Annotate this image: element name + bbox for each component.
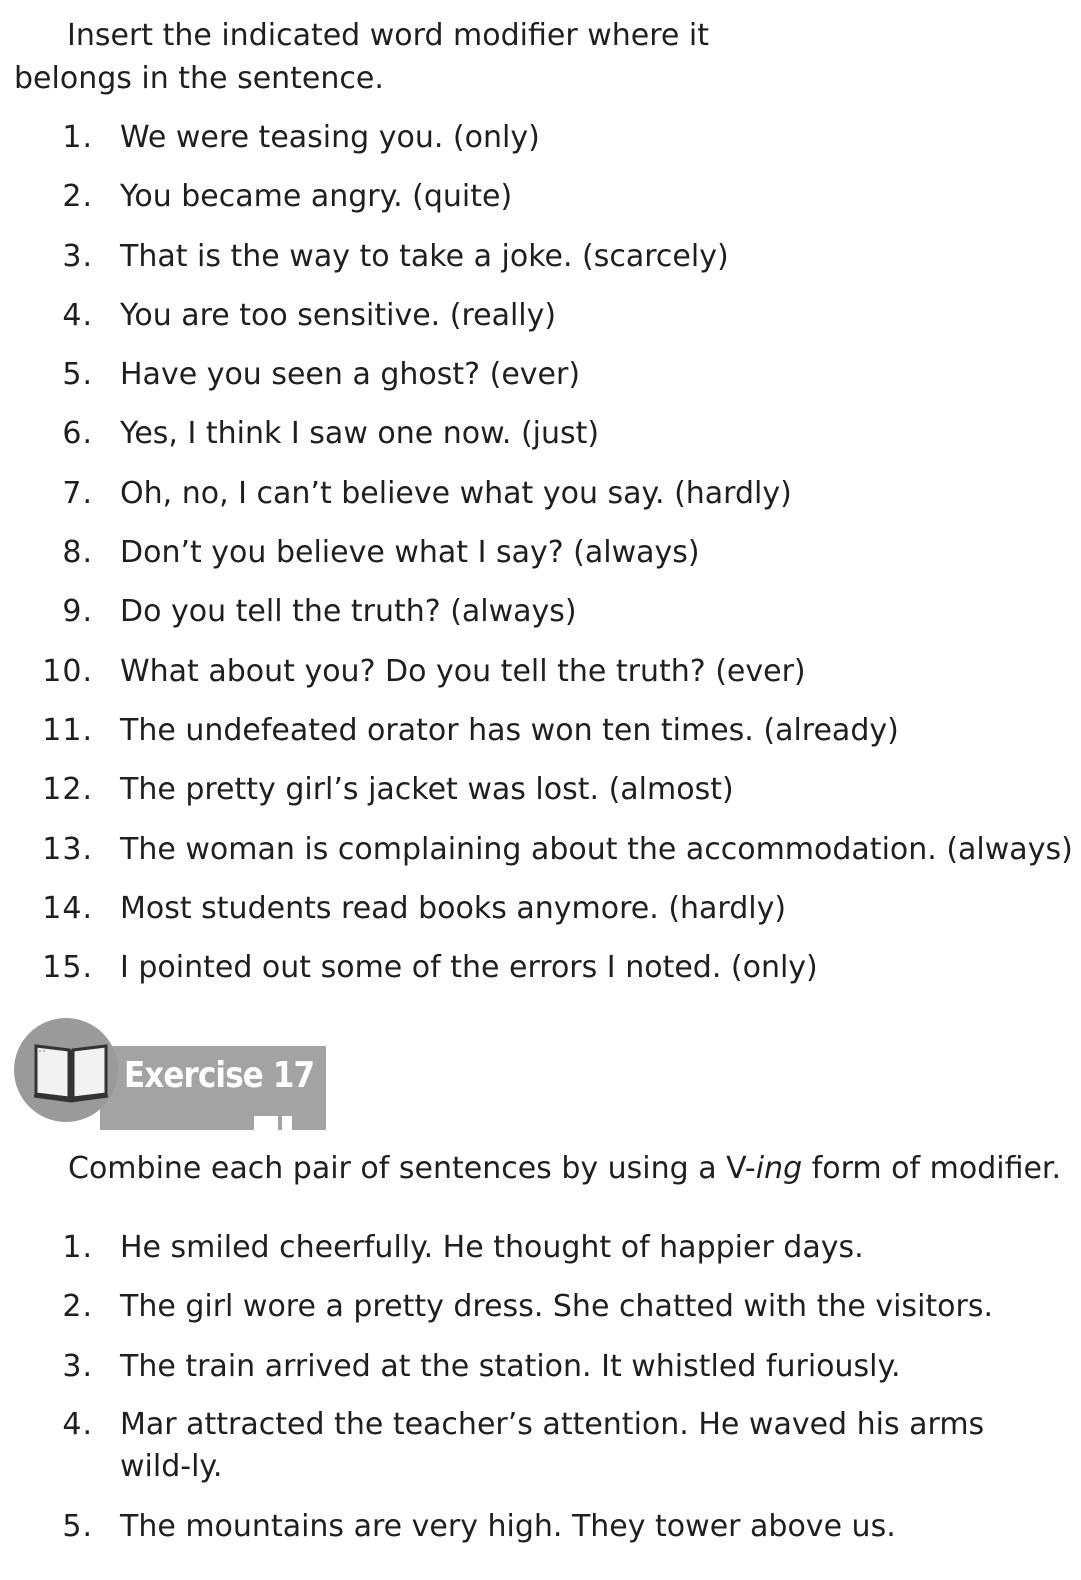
- exercise-header-notch: [282, 1116, 292, 1130]
- item-text: That is the way to take a joke. (scarcely): [120, 238, 729, 274]
- list-item: [0, 464, 1081, 523]
- item-number: 5.: [62, 1508, 93, 1544]
- list-item: [0, 167, 1081, 226]
- item-text: The mountains are very high. They tower above us.: [120, 1508, 896, 1544]
- open-book-icon: [32, 1040, 110, 1104]
- exercise-header-notch: [254, 1116, 278, 1130]
- item-number: 4.: [62, 297, 93, 333]
- item-number: 1.: [62, 1230, 93, 1265]
- item-text: Don’t you believe what I say? (always): [120, 535, 700, 571]
- list-item: [0, 523, 1081, 582]
- item-text: We were teasing you. (only): [120, 120, 540, 155]
- item-number: 1.: [62, 120, 93, 155]
- list-item: [0, 879, 1081, 938]
- item-text: Most students read books anymore. (hardly): [120, 890, 787, 926]
- item-text: You are too sensitive. (really): [120, 297, 557, 333]
- item-text: Yes, I think I saw one now. (just): [120, 416, 600, 452]
- item-text: Do you tell the truth? (always): [120, 594, 577, 630]
- item-text: Mar attracted the teacher’s attention. He waved his arms wild-ly.: [120, 1406, 985, 1484]
- list-item: [0, 938, 1081, 997]
- exercise-17-header: [14, 1018, 326, 1124]
- list-item: [0, 404, 1081, 463]
- item-number: 3.: [62, 238, 93, 274]
- item-number: 6.: [62, 416, 93, 452]
- item-text: You became angry. (quite): [120, 179, 513, 215]
- item-number: 2.: [62, 1289, 93, 1325]
- list-item: [0, 286, 1081, 345]
- item-text: Have you seen a ghost? (ever): [120, 357, 581, 393]
- item-text: Oh, no, I can’t believe what you say. (hardly): [120, 475, 792, 511]
- list-item: [0, 582, 1081, 641]
- exercise-17-title: Exercise 17: [124, 1055, 315, 1096]
- list-item: [0, 1337, 1081, 1396]
- list-item: [0, 108, 1081, 167]
- item-text: The pretty girl’s jacket was lost. (almost): [120, 772, 734, 808]
- item-text: The train arrived at the station. It whistled furiously.: [120, 1348, 901, 1384]
- item-text: I pointed out some of the errors I noted. (only): [120, 950, 818, 986]
- instruction-italic: ing: [755, 1151, 803, 1186]
- list-item: [0, 701, 1081, 760]
- item-number: 14.: [42, 890, 93, 926]
- item-text: What about you? Do you tell the truth? (ever): [120, 653, 806, 689]
- instruction-text: form of modifier.: [802, 1151, 1062, 1186]
- instruction-text: Combine each pair of sentences by using a V-: [68, 1151, 756, 1186]
- item-text: The woman is complaining about the accommodation. (always): [120, 831, 1073, 867]
- item-number: 12.: [42, 772, 93, 808]
- list-item: [0, 642, 1081, 701]
- item-text: The undefeated orator has won ten times. (already): [120, 712, 899, 748]
- item-number: 2.: [62, 179, 93, 215]
- item-number: 11.: [42, 712, 93, 748]
- item-number: 3.: [62, 1348, 93, 1384]
- list-item: [0, 1218, 1081, 1277]
- item-number: 9.: [62, 594, 93, 630]
- item-text: The girl wore a pretty dress. She chatted with the visitors.: [120, 1289, 994, 1325]
- list-item: [0, 1396, 1081, 1497]
- list-item: [0, 1497, 1081, 1556]
- item-number: 10.: [42, 653, 93, 689]
- exercise-17-instruction: [68, 1146, 1061, 1192]
- item-number: 5.: [62, 357, 93, 393]
- exercise-17-list: [0, 1218, 1081, 1556]
- item-number: 15.: [42, 950, 93, 986]
- exercise-16-list: [0, 108, 1081, 997]
- list-item: [0, 820, 1081, 879]
- item-number: 8.: [62, 535, 93, 571]
- item-text: He smiled cheerfully. He thought of happier days.: [120, 1230, 864, 1265]
- list-item: [0, 227, 1081, 286]
- item-number: 4.: [62, 1406, 93, 1442]
- list-item: [0, 1277, 1081, 1336]
- exercise-16-instruction: Insert the indicated word modifier where it belongs in the sentence.: [14, 18, 709, 96]
- item-number: 7.: [62, 475, 93, 511]
- list-item: [0, 345, 1081, 404]
- list-item: [0, 760, 1081, 819]
- item-number: 13.: [42, 831, 93, 867]
